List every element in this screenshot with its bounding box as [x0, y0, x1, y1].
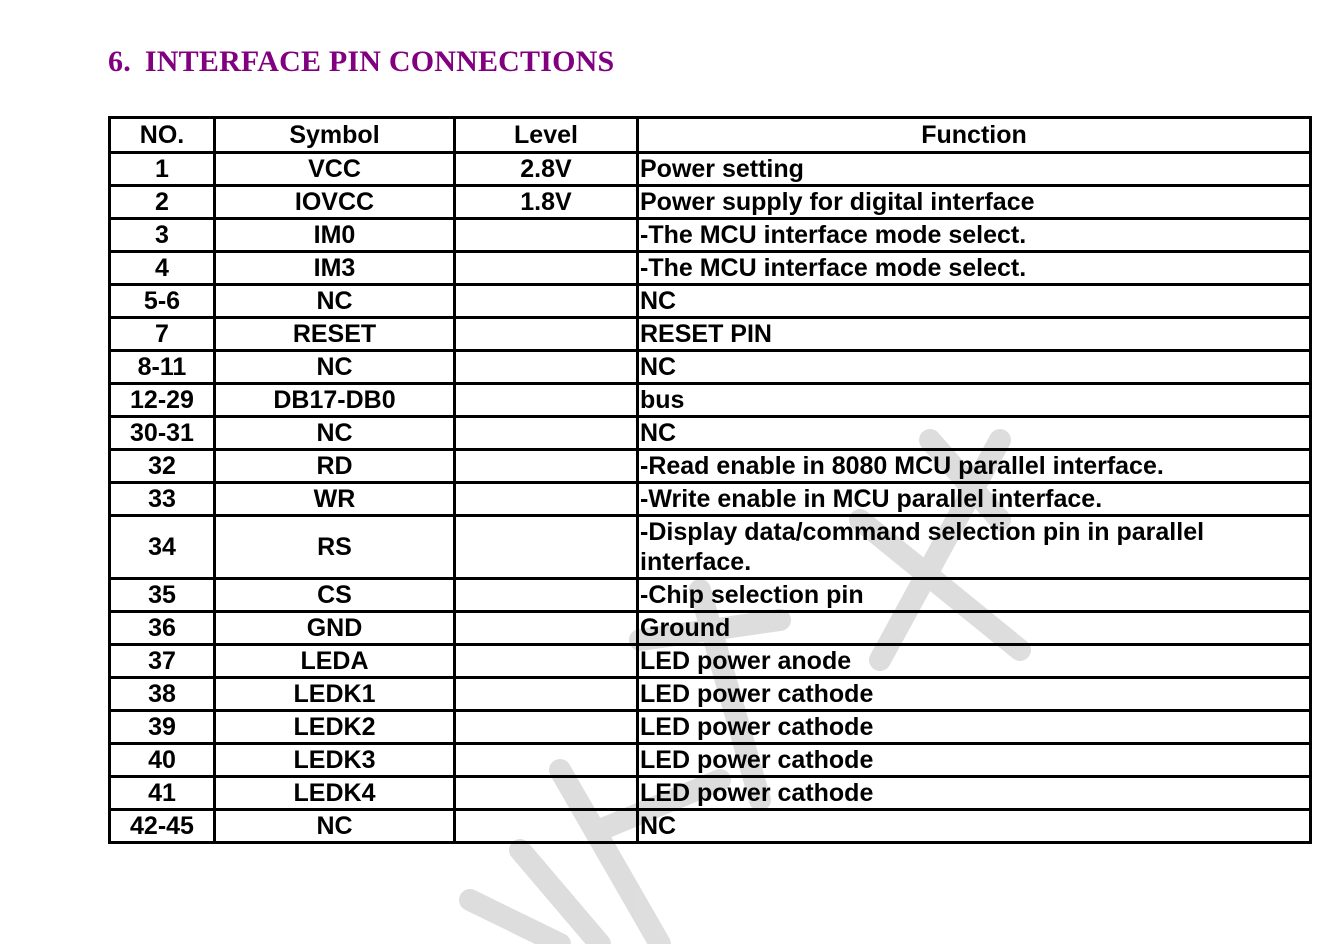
table-body	[110, 153, 1311, 843]
cell-no: 32	[110, 450, 215, 483]
cell-no: 38	[110, 678, 215, 711]
cell-symbol: LEDK4	[215, 777, 455, 810]
cell-no: 42-45	[110, 810, 215, 843]
cell-level	[455, 252, 638, 285]
cell-symbol: CS	[215, 579, 455, 612]
table-row	[110, 744, 1311, 777]
table-row	[110, 417, 1311, 450]
cell-symbol: IOVCC	[215, 186, 455, 219]
table-row	[110, 483, 1311, 516]
header-no: NO.	[110, 118, 215, 153]
cell-level: 1.8V	[455, 186, 638, 219]
cell-symbol: LEDA	[215, 645, 455, 678]
table-row	[110, 678, 1311, 711]
cell-no: 4	[110, 252, 215, 285]
cell-function: RESET PIN	[638, 318, 1311, 351]
cell-function: NC	[638, 417, 1311, 450]
cell-symbol: NC	[215, 351, 455, 384]
cell-function: LED power cathode	[638, 777, 1311, 810]
cell-function: -Display data/command selection pin in parallel interface.	[638, 516, 1311, 579]
table-row	[110, 186, 1311, 219]
cell-symbol: VCC	[215, 153, 455, 186]
cell-no: 8-11	[110, 351, 215, 384]
cell-function: LED power cathode	[638, 744, 1311, 777]
table-row	[110, 516, 1311, 579]
cell-function: LED power cathode	[638, 678, 1311, 711]
cell-symbol: WR	[215, 483, 455, 516]
section-number: 6.	[108, 45, 131, 78]
cell-level	[455, 678, 638, 711]
table-row	[110, 285, 1311, 318]
cell-level	[455, 450, 638, 483]
cell-no: 1	[110, 153, 215, 186]
cell-level	[455, 351, 638, 384]
cell-level	[455, 645, 638, 678]
cell-function: Power supply for digital interface	[638, 186, 1311, 219]
cell-symbol: GND	[215, 612, 455, 645]
cell-function: Power setting	[638, 153, 1311, 186]
cell-level	[455, 612, 638, 645]
cell-level	[455, 810, 638, 843]
cell-symbol: NC	[215, 810, 455, 843]
cell-function: Ground	[638, 612, 1311, 645]
cell-function: NC	[638, 285, 1311, 318]
cell-level	[455, 711, 638, 744]
cell-no: 34	[110, 516, 215, 579]
table-row	[110, 219, 1311, 252]
cell-function: -Write enable in MCU parallel interface.	[638, 483, 1311, 516]
cell-symbol: RS	[215, 516, 455, 579]
cell-no: 3	[110, 219, 215, 252]
cell-no: 35	[110, 579, 215, 612]
header-level: Level	[455, 118, 638, 153]
cell-no: 41	[110, 777, 215, 810]
cell-no: 30-31	[110, 417, 215, 450]
cell-no: 5-6	[110, 285, 215, 318]
cell-level	[455, 384, 638, 417]
table-row	[110, 351, 1311, 384]
cell-symbol: LEDK2	[215, 711, 455, 744]
table-row	[110, 384, 1311, 417]
cell-symbol: NC	[215, 285, 455, 318]
cell-level	[455, 744, 638, 777]
cell-no: 37	[110, 645, 215, 678]
cell-no: 40	[110, 744, 215, 777]
cell-level	[455, 417, 638, 450]
cell-function: LED power anode	[638, 645, 1311, 678]
cell-function: -Read enable in 8080 MCU parallel interface.	[638, 450, 1311, 483]
section-title: INTERFACE PIN CONNECTIONS	[144, 45, 615, 78]
cell-symbol: LEDK1	[215, 678, 455, 711]
cell-no: 33	[110, 483, 215, 516]
cell-symbol: LEDK3	[215, 744, 455, 777]
pin-connections-table	[108, 116, 1312, 844]
cell-level	[455, 777, 638, 810]
cell-no: 7	[110, 318, 215, 351]
table-row	[110, 318, 1311, 351]
cell-function: LED power cathode	[638, 711, 1311, 744]
section-heading	[108, 42, 614, 82]
cell-level	[455, 219, 638, 252]
table-row	[110, 252, 1311, 285]
table-row	[110, 612, 1311, 645]
header-function: Function	[638, 118, 1311, 153]
cell-function: NC	[638, 351, 1311, 384]
cell-level	[455, 516, 638, 579]
table-row	[110, 450, 1311, 483]
cell-symbol: IM0	[215, 219, 455, 252]
cell-level	[455, 318, 638, 351]
cell-symbol: IM3	[215, 252, 455, 285]
table-row	[110, 153, 1311, 186]
table-row	[110, 810, 1311, 843]
cell-symbol: DB17-DB0	[215, 384, 455, 417]
cell-level	[455, 579, 638, 612]
cell-function: -The MCU interface mode select.	[638, 219, 1311, 252]
table-row	[110, 711, 1311, 744]
cell-level	[455, 285, 638, 318]
cell-no: 12-29	[110, 384, 215, 417]
cell-function: -Chip selection pin	[638, 579, 1311, 612]
cell-no: 36	[110, 612, 215, 645]
table-row	[110, 645, 1311, 678]
cell-function: NC	[638, 810, 1311, 843]
cell-no: 2	[110, 186, 215, 219]
cell-function: bus	[638, 384, 1311, 417]
header-symbol: Symbol	[215, 118, 455, 153]
cell-function: -The MCU interface mode select.	[638, 252, 1311, 285]
cell-symbol: RESET	[215, 318, 455, 351]
cell-no: 39	[110, 711, 215, 744]
cell-symbol: NC	[215, 417, 455, 450]
table-row	[110, 777, 1311, 810]
cell-level	[455, 483, 638, 516]
cell-level: 2.8V	[455, 153, 638, 186]
table-header-row	[110, 118, 1311, 153]
cell-symbol: RD	[215, 450, 455, 483]
table-row	[110, 579, 1311, 612]
